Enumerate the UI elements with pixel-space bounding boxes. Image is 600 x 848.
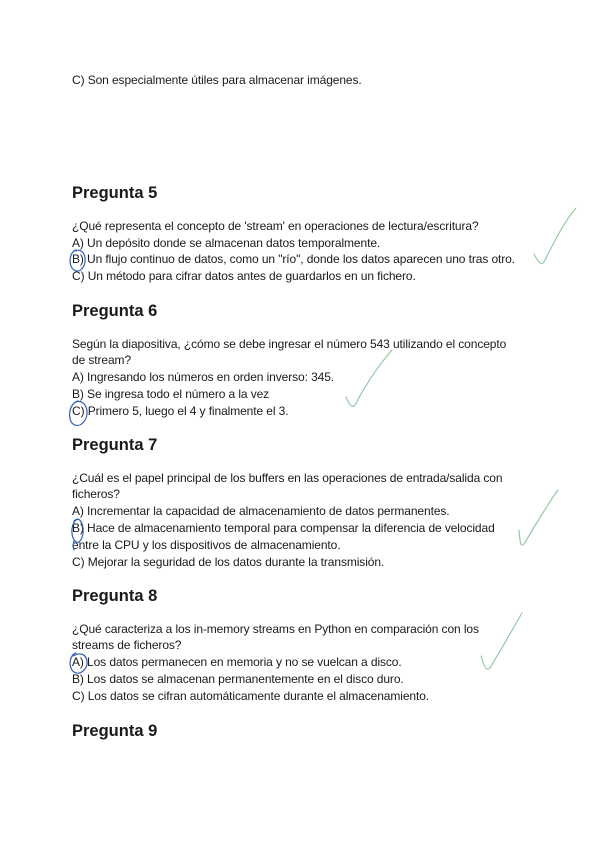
question-prompt: ¿Qué representa el concepto de 'stream' en operaciones de lectura/escritura?: [72, 219, 479, 233]
option-text: C) Mejorar la seguridad de los datos durante la transmisión.: [72, 555, 385, 569]
option-text: A) Ingresando los números en orden inverso: 345.: [72, 370, 335, 384]
question-heading: Pregunta 8: [72, 587, 158, 605]
option-text: C) Un método para cifrar datos antes de guardarlos en un fichero.: [72, 269, 416, 283]
option-text: B) Hace de almacenamiento temporal para compensar la diferencia de velocidad: [72, 521, 495, 535]
check-mark-icon: [534, 208, 576, 264]
check-mark-icon: [481, 613, 522, 669]
question-heading: Pregunta 6: [72, 302, 158, 320]
question-heading: Pregunta 5: [72, 184, 158, 202]
question-heading: Pregunta 7: [72, 436, 158, 454]
option-text: A) Un depósito donde se almacenan datos temporalmente.: [72, 236, 381, 250]
option-text: A) Incrementar la capacidad de almacenamiento de datos permanentes.: [72, 504, 450, 518]
option-text: B) Se ingresa todo el número a la vez: [72, 387, 270, 401]
question-prompt: Según la diapositiva, ¿cómo se debe ingresar el número 543 utilizando el concepto: [72, 337, 507, 351]
option-text: B) Un flujo continuo de datos, como un "río", donde los datos aparecen uno tras otro.: [72, 252, 515, 266]
option-text: A) Los datos permanecen en memoria y no se vuelcan a disco.: [72, 655, 402, 669]
option-text: entre la CPU y los dispositivos de almacenamiento.: [72, 538, 341, 552]
question-prompt: ¿Cuál es el papel principal de los buffers en las operaciones de entrada/salida con: [72, 471, 503, 485]
option-text: C) Primero 5, luego el 4 y finalmente el 3.: [72, 404, 289, 418]
option-text: C) Los datos se cifran automáticamente durante el almacenamiento.: [72, 689, 430, 703]
check-mark-icon: [519, 490, 558, 545]
question-heading: Pregunta 9: [72, 722, 158, 740]
question-prompt: ficheros?: [72, 487, 120, 501]
check-mark-icon: [346, 350, 392, 406]
question-prompt: de stream?: [72, 353, 132, 367]
option-text: B) Los datos se almacenan permanentemente en el disco duro.: [72, 672, 404, 686]
question-prompt: streams de ficheros?: [72, 638, 182, 652]
option-text: C) Son especialmente útiles para almacenar imágenes.: [72, 73, 362, 87]
question-prompt: ¿Qué caracteriza a los in-memory streams en Python en comparación con los: [72, 622, 479, 636]
